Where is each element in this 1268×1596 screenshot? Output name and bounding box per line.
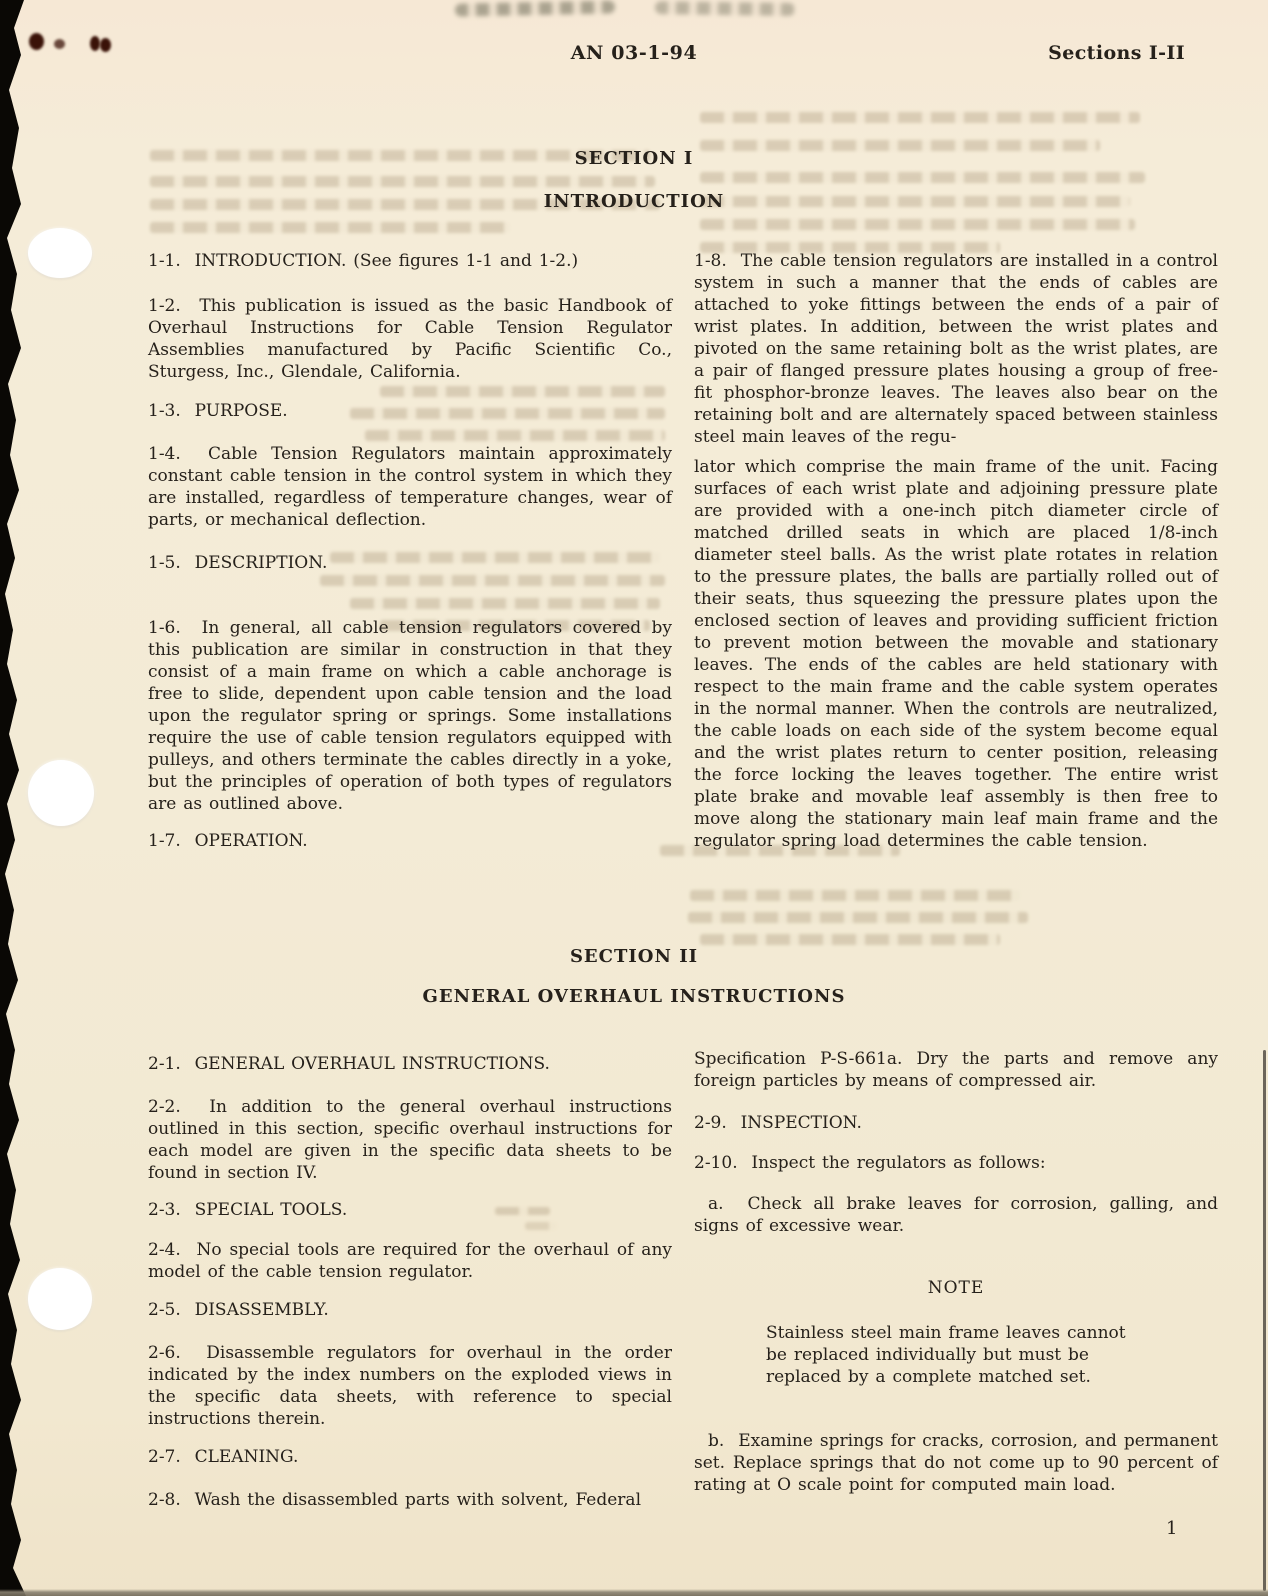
paragraph-1-5: 1-5. DESCRIPTION. [148, 553, 328, 573]
doc-number: AN 03-1-94 [570, 42, 698, 64]
paragraph-1-4: 1-4. Cable Tension Regulators maintain approximately constant cable tension in the control system in which they are installed, regardless of temperature changes, wear of parts, or mechanical deflection. [148, 444, 672, 530]
note-body: Stainless steel main frame leaves cannot be replaced individually but must be replaced by a complete matched set. [766, 1323, 1126, 1387]
list-item-b: b. Examine springs for cracks, corrosion, and permanent set. Replace springs that do not come up to 90 percent of rating at O scale point for computed main load. [694, 1431, 1218, 1495]
sections-label: Sections I-II [1048, 42, 1185, 64]
section2-title: SECTION II [569, 946, 699, 967]
section1-subtitle: INTRODUCTION [543, 191, 725, 212]
section1-right-column [694, 250, 1218, 852]
paragraph-2-6: 2-6. Disassemble regulators for overhaul in the order indicated by the index numbers on the exploded views in the specific data sheets, with reference to special instructions therein. [148, 1343, 672, 1429]
section2-left-column [148, 1053, 672, 1511]
paragraph-2-7: 2-7. CLEANING. [148, 1447, 299, 1467]
scan-smudge [455, 0, 615, 16]
paragraph-2-8: 2-8. Wash the disassembled parts with solvent, Federal [148, 1490, 642, 1510]
paragraph-1-2: 1-2. This publication is issued as the basic Handbook of Overhaul Instructions for Cable Tension Regulator Assemblies manufactured by Pacific Scientific Co., Sturgess, Inc., Glendale, California. [148, 296, 672, 382]
scan-right-edge [1263, 1050, 1266, 1591]
paragraph-spec-continuation: Specification P-S-661a. Dry the parts and remove any foreign particles by means of compressed air. [694, 1049, 1218, 1091]
bleed-through-line [690, 890, 1020, 901]
paragraph-1-1: 1-1. INTRODUCTION. (See figures 1-1 and 1-2.) [148, 251, 579, 271]
paragraph-2-5: 2-5. DISASSEMBLY. [148, 1300, 329, 1320]
section2-subtitle: GENERAL OVERHAUL INSTRUCTIONS [422, 986, 846, 1007]
paragraph-2-3: 2-3. SPECIAL TOOLS. [148, 1200, 348, 1220]
bleed-through-line [700, 112, 1140, 123]
bleed-through-line [700, 934, 1000, 945]
section2-right-column [694, 1048, 1218, 1496]
paragraph-1-7: 1-7. OPERATION. [148, 831, 308, 851]
bleed-through-line [700, 172, 1145, 183]
punch-hole-middle [28, 760, 94, 826]
scan-smudge [655, 1, 795, 16]
paragraph-2-10: 2-10. Inspect the regulators as follows: [694, 1153, 1046, 1173]
page-number: 1 [1166, 1518, 1178, 1539]
paragraph-1-8-part1: 1-8. The cable tension regulators are installed in a control system in such a manner that the ends of cables are attached to yoke fittings between the ends of a pair of wrist plates. In addition, between the wrist plates and pivoted on the same retaining bolt as the wrist plates, are a pair of flanged pressure plates housing a group of free-fit phosphor-bronze leaves. The leaves also bear on the retaining bolt and are alternately spaced between stainless steel main leaves of the regu- [694, 251, 1218, 447]
paragraph-2-2: 2-2. In addition to the general overhaul instructions outlined in this section, specific overhaul instructions for each model are given in the specific data sheets to be found in section IV. [148, 1097, 672, 1183]
punch-hole-bottom [28, 1268, 92, 1330]
section1-left-column [148, 250, 672, 852]
paragraph-2-4: 2-4. No special tools are required for the overhaul of any model of the cable tension regulator. [148, 1240, 672, 1282]
paragraph-1-6: 1-6. In general, all cable tension regulators covered by this publication are similar in construction in that they consist of a main frame on which a cable anchorage is free to slide, dependent upon cable tension and the load upon the regulator spring or springs. Some installations require the use of cable tension regulators equipped with pulleys, and others terminate the cables directly in a yoke, but the principles of operation of both types of regulators are as outlined above. [148, 618, 672, 814]
paragraph-2-9: 2-9. INSPECTION. [694, 1113, 862, 1133]
bleed-through-line [688, 912, 1028, 923]
section1-title: SECTION I [574, 148, 694, 169]
punch-hole-top [28, 228, 92, 278]
paragraph-1-8-part2: lator which comprise the main frame of the unit. Facing surfaces of each wrist plate and adjoining pressure plate are provided with a one-inch pitch diameter circle of matched drilled seats in which are placed 1/8-inch diameter steel balls. As the wrist plate rotates in relation to the pressure plates, the balls are partially rolled out of their seats, thus squeezing the pressure plates upon the enclosed section of leaves and providing sufficient friction to prevent motion between the movable and stationary leaves. The ends of the cables are held stationary with respect to the main frame and the cable system operates in the normal manner. When the controls are neutralized, the cable loads on each side of the system become equal and the wrist plates return to center position, releasing the force locking the leaves together. The entire wrist plate brake and movable leaf assembly is then free to move along the stationary main leaf main frame and the regulator spring load determines the cable tension. [694, 457, 1218, 851]
paragraph-2-1: 2-1. GENERAL OVERHAUL INSTRUCTIONS. [148, 1054, 550, 1074]
bleed-through-line [150, 176, 655, 187]
scan-bottom-edge [0, 1589, 1268, 1596]
binding-edge [0, 0, 26, 1596]
note-title: NOTE [927, 1278, 985, 1298]
bleed-through-line [150, 222, 510, 233]
paragraph-1-3: 1-3. PURPOSE. [148, 401, 288, 421]
list-item-a: a. Check all brake leaves for corrosion, galling, and signs of excessive wear. [694, 1194, 1218, 1236]
bleed-through-line [700, 219, 1135, 230]
